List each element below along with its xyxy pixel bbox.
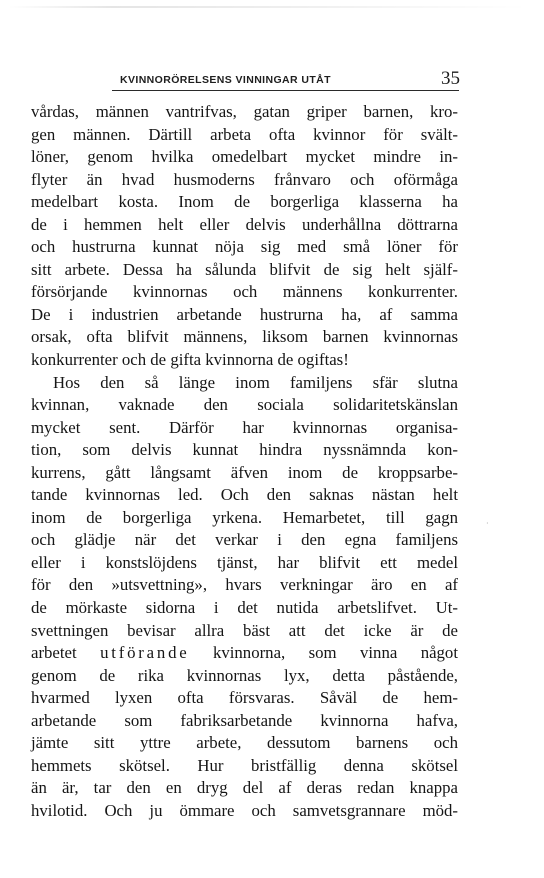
text-line: orsak, ofta blifvit männens, liksom barnen kvinnornas [31,327,458,347]
text-line: Hos den så länge inom familjens sfär slutna [53,372,458,392]
text-line: hvarmed lyxen ofta försvaras. Såväl de hem- [31,688,458,708]
body-text [31,101,458,823]
running-header: KVINNORÖRELSENS VINNINGAR UTÅT [120,74,331,86]
text-line: eller i konstslöjdens tjänst, har blifvit ett medel [31,552,458,572]
text-line: flyter än hvad husmoderns frånvaro och oförmåga [31,169,458,189]
text-line: konkurrenter och de gifta kvinnorna de ogiftas! [31,350,349,370]
text-line: tande kvinnornas led. Och den saknas nästan helt [31,485,458,505]
text-line: arbetande som fabriksarbetande kvinnorna hafva, [31,710,458,730]
page-number: 35 [441,68,460,89]
text-line: sitt arbete. Dessa ha sålunda blifvit de sig helt själf- [31,259,458,279]
text-line: mycket sent. Därför har kvinnornas organisa- [31,417,458,437]
text-line: svettningen bevisar allra bäst att det icke är de [31,620,458,640]
text-line: de mörkaste sidorna i det nutida arbetslifvet. Ut- [31,598,458,618]
text-line: än är, tar den en dryg del af deras redan knappa [31,778,458,798]
text-line: genom de rika kvinnornas lyx, detta påstående, [31,665,458,685]
text-line: och hustrurna kunnat nöja sig med små löner för [31,237,458,257]
text-line: kurrens, gått långsamt äfven inom de kroppsarbe- [31,462,458,482]
text-line: försörjande kvinnornas och männens konkurrenter. [31,282,458,302]
text-line: tion, som delvis kunnat hindra nyssnämnda kon- [31,440,458,460]
emphasized-word: utförande [100,643,190,663]
text-line: medelbart kosta. Inom de borgerliga klasserna ha [31,192,458,212]
text-line: kvinnan, vaknade den sociala solidaritetskänslan [31,395,458,415]
margin-speck: · [486,519,489,528]
text-line: vårdas, männen vantrifvas, gatan griper barnen, kro- [31,102,458,121]
text-line: och glädje när det verkar i den egna familjens [31,530,458,550]
text-line: arbetet utförande kvinnorna, som vinna något [31,643,458,663]
text-line: hvilotid. Och ju ömmare och samvetsgrannare möd- [31,800,458,820]
text-line: gen männen. Därtill arbeta ofta kvinnor för svält- [31,124,458,144]
text-line: hemmets skötsel. Hur bristfällig denna skötsel [31,755,458,775]
text-line: för den »utsvettning», hvars verkningar äro en af [31,575,458,595]
text-line: inom de borgerliga yrkena. Hemarbetet, till gagn [31,507,458,527]
text-line: jämte sitt yttre arbete, dessutom barnens och [31,733,458,753]
text-line: De i industrien arbetande hustrurna ha, af samma [31,304,458,324]
page-edge-shading [8,6,528,8]
text-line: löner, genom hvilka omedelbart mycket mindre in- [31,147,458,167]
text-line: de i hemmen helt eller delvis underhållna döttrarna [31,214,458,234]
header-rule [112,90,459,91]
